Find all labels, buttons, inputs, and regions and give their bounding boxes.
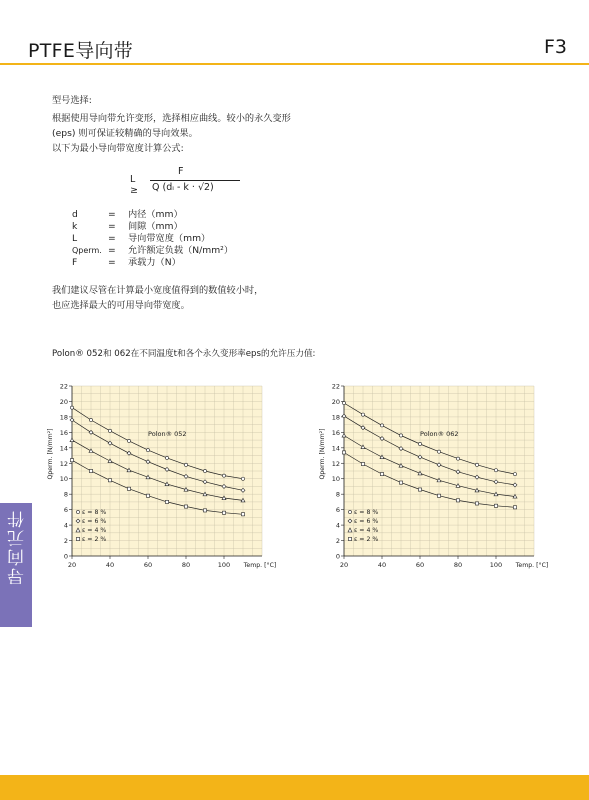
y-tick-label: 8 xyxy=(63,490,68,499)
intro-heading: 型号选择: xyxy=(52,95,92,106)
definition-desc: 承载力（N） xyxy=(128,257,181,268)
data-point xyxy=(127,487,130,490)
legend-label: ε = 2 % xyxy=(354,536,379,543)
chart-caption: Polon® 052和 062在不同温度t和各个永久变形率eps的允许压力值: xyxy=(52,349,316,359)
data-point xyxy=(475,463,478,466)
data-point xyxy=(361,413,364,416)
x-tick-label: 40 xyxy=(377,561,387,569)
definition-desc: 内径（mm） xyxy=(128,209,183,220)
y-tick-label: 0 xyxy=(335,552,340,561)
formula-denominator: Q (dᵢ - k · √2) xyxy=(152,182,214,193)
side-tab-label: 导向元件 xyxy=(8,509,28,585)
data-point xyxy=(89,469,92,472)
y-tick-label: 14 xyxy=(331,444,340,453)
intro-line: 根据使用导向带允许变形，选择相应曲线。较小的永久变形 xyxy=(52,113,291,124)
legend-marker xyxy=(76,537,79,540)
x-tick-label: 60 xyxy=(143,561,153,569)
data-point xyxy=(418,442,421,445)
data-point xyxy=(70,406,73,409)
legend-label: ε = 4 % xyxy=(354,527,379,534)
data-point xyxy=(399,481,402,484)
x-tick-label: 60 xyxy=(415,561,425,569)
data-point xyxy=(361,462,364,465)
definition-eq: = xyxy=(108,221,116,232)
chart-title: Polon® 052 xyxy=(148,430,187,439)
data-point xyxy=(494,469,497,472)
definition-desc: 允许额定负载（N/mm²） xyxy=(128,245,234,256)
section-code: F3 xyxy=(543,36,567,58)
data-point xyxy=(418,488,421,491)
legend-label: ε = 8 % xyxy=(82,509,107,516)
y-tick-label: 10 xyxy=(59,475,68,484)
definition-symbol: F xyxy=(72,257,78,268)
y-tick-label: 4 xyxy=(63,521,68,530)
legend-marker xyxy=(76,510,79,513)
y-tick-label: 12 xyxy=(59,459,68,468)
data-point xyxy=(380,424,383,427)
data-point xyxy=(108,479,111,482)
data-point xyxy=(222,511,225,514)
chart-polon-052 xyxy=(42,372,282,592)
data-point xyxy=(127,439,130,442)
data-point xyxy=(203,509,206,512)
definition-desc: 导向带宽度（mm） xyxy=(128,233,211,244)
y-tick-label: 14 xyxy=(59,444,68,453)
data-point xyxy=(146,449,149,452)
data-point xyxy=(241,513,244,516)
x-tick-label: 40 xyxy=(105,561,115,569)
section-side-tab xyxy=(0,503,32,627)
data-point xyxy=(89,418,92,421)
x-axis-label: Temp. [°C] xyxy=(243,562,277,569)
data-point xyxy=(342,401,345,404)
header-divider xyxy=(0,63,589,65)
data-point xyxy=(222,474,225,477)
y-tick-label: 16 xyxy=(331,428,340,437)
data-point xyxy=(165,500,168,503)
advice-line: 也应选择最大的可用导向带宽度。 xyxy=(52,300,190,311)
data-point xyxy=(437,450,440,453)
y-axis-label: Qperm. [N/mm²] xyxy=(319,428,326,480)
data-point xyxy=(146,494,149,497)
definition-symbol: k xyxy=(72,221,78,232)
data-point xyxy=(241,477,244,480)
data-point xyxy=(513,472,516,475)
y-tick-label: 2 xyxy=(335,537,340,546)
footer-bar xyxy=(0,775,589,800)
legend-label: ε = 8 % xyxy=(354,509,379,516)
definition-symbol: L xyxy=(72,233,78,244)
definition-symbol: Qperm. xyxy=(72,246,102,255)
x-tick-label: 20 xyxy=(339,561,349,569)
y-tick-label: 2 xyxy=(63,537,68,546)
y-tick-label: 20 xyxy=(331,397,340,406)
legend-label: ε = 4 % xyxy=(82,527,107,534)
legend-marker xyxy=(348,510,351,513)
data-point xyxy=(475,502,478,505)
definition-eq: = xyxy=(108,245,116,256)
legend-marker xyxy=(348,537,351,540)
y-tick-label: 16 xyxy=(59,428,68,437)
data-point xyxy=(165,456,168,459)
data-point xyxy=(70,459,73,462)
y-tick-label: 22 xyxy=(331,382,340,391)
y-tick-label: 22 xyxy=(59,382,68,391)
definition-eq: = xyxy=(108,209,116,220)
intro-line: (eps) 则可保证较精确的导向效果。 xyxy=(52,128,198,139)
legend-label: ε = 6 % xyxy=(82,518,107,525)
x-tick-label: 100 xyxy=(217,561,231,569)
legend-label: ε = 2 % xyxy=(82,536,107,543)
y-tick-label: 10 xyxy=(331,475,340,484)
fraction-bar xyxy=(150,180,240,181)
y-tick-label: 0 xyxy=(63,552,68,561)
intro-line: 以下为最小导向带宽度计算公式: xyxy=(52,143,184,154)
y-tick-label: 18 xyxy=(59,413,68,422)
page-title: PTFE导向带 xyxy=(28,40,134,62)
x-tick-label: 20 xyxy=(67,561,77,569)
x-tick-label: 80 xyxy=(453,561,463,569)
definition-symbol: d xyxy=(72,209,78,220)
data-point xyxy=(456,457,459,460)
y-tick-label: 4 xyxy=(335,521,340,530)
x-tick-label: 80 xyxy=(181,561,191,569)
y-tick-label: 12 xyxy=(331,459,340,468)
y-axis-label: Qperm. [N/mm²] xyxy=(47,428,54,480)
data-point xyxy=(184,463,187,466)
x-tick-label: 100 xyxy=(489,561,503,569)
y-tick-label: 6 xyxy=(335,506,340,515)
data-point xyxy=(513,506,516,509)
y-tick-label: 18 xyxy=(331,413,340,422)
formula-lhs: L ≥ xyxy=(130,174,138,196)
data-point xyxy=(203,469,206,472)
definition-eq: = xyxy=(108,257,116,268)
y-tick-label: 6 xyxy=(63,506,68,515)
data-point xyxy=(184,505,187,508)
data-point xyxy=(380,472,383,475)
data-point xyxy=(399,434,402,437)
definition-eq: = xyxy=(108,233,116,244)
data-point xyxy=(494,504,497,507)
data-point xyxy=(342,451,345,454)
formula-numerator: F xyxy=(178,166,184,177)
y-tick-label: 8 xyxy=(335,490,340,499)
chart-polon-062 xyxy=(314,372,554,592)
y-tick-label: 20 xyxy=(59,397,68,406)
data-point xyxy=(437,494,440,497)
chart-title: Polon® 062 xyxy=(420,430,459,439)
legend-label: ε = 6 % xyxy=(354,518,379,525)
data-point xyxy=(456,499,459,502)
data-point xyxy=(108,429,111,432)
definition-desc: 间隙（mm） xyxy=(128,221,183,232)
advice-line: 我们建议尽管在计算最小宽度值得到的数值较小时， xyxy=(52,285,264,296)
x-axis-label: Temp. [°C] xyxy=(515,562,549,569)
